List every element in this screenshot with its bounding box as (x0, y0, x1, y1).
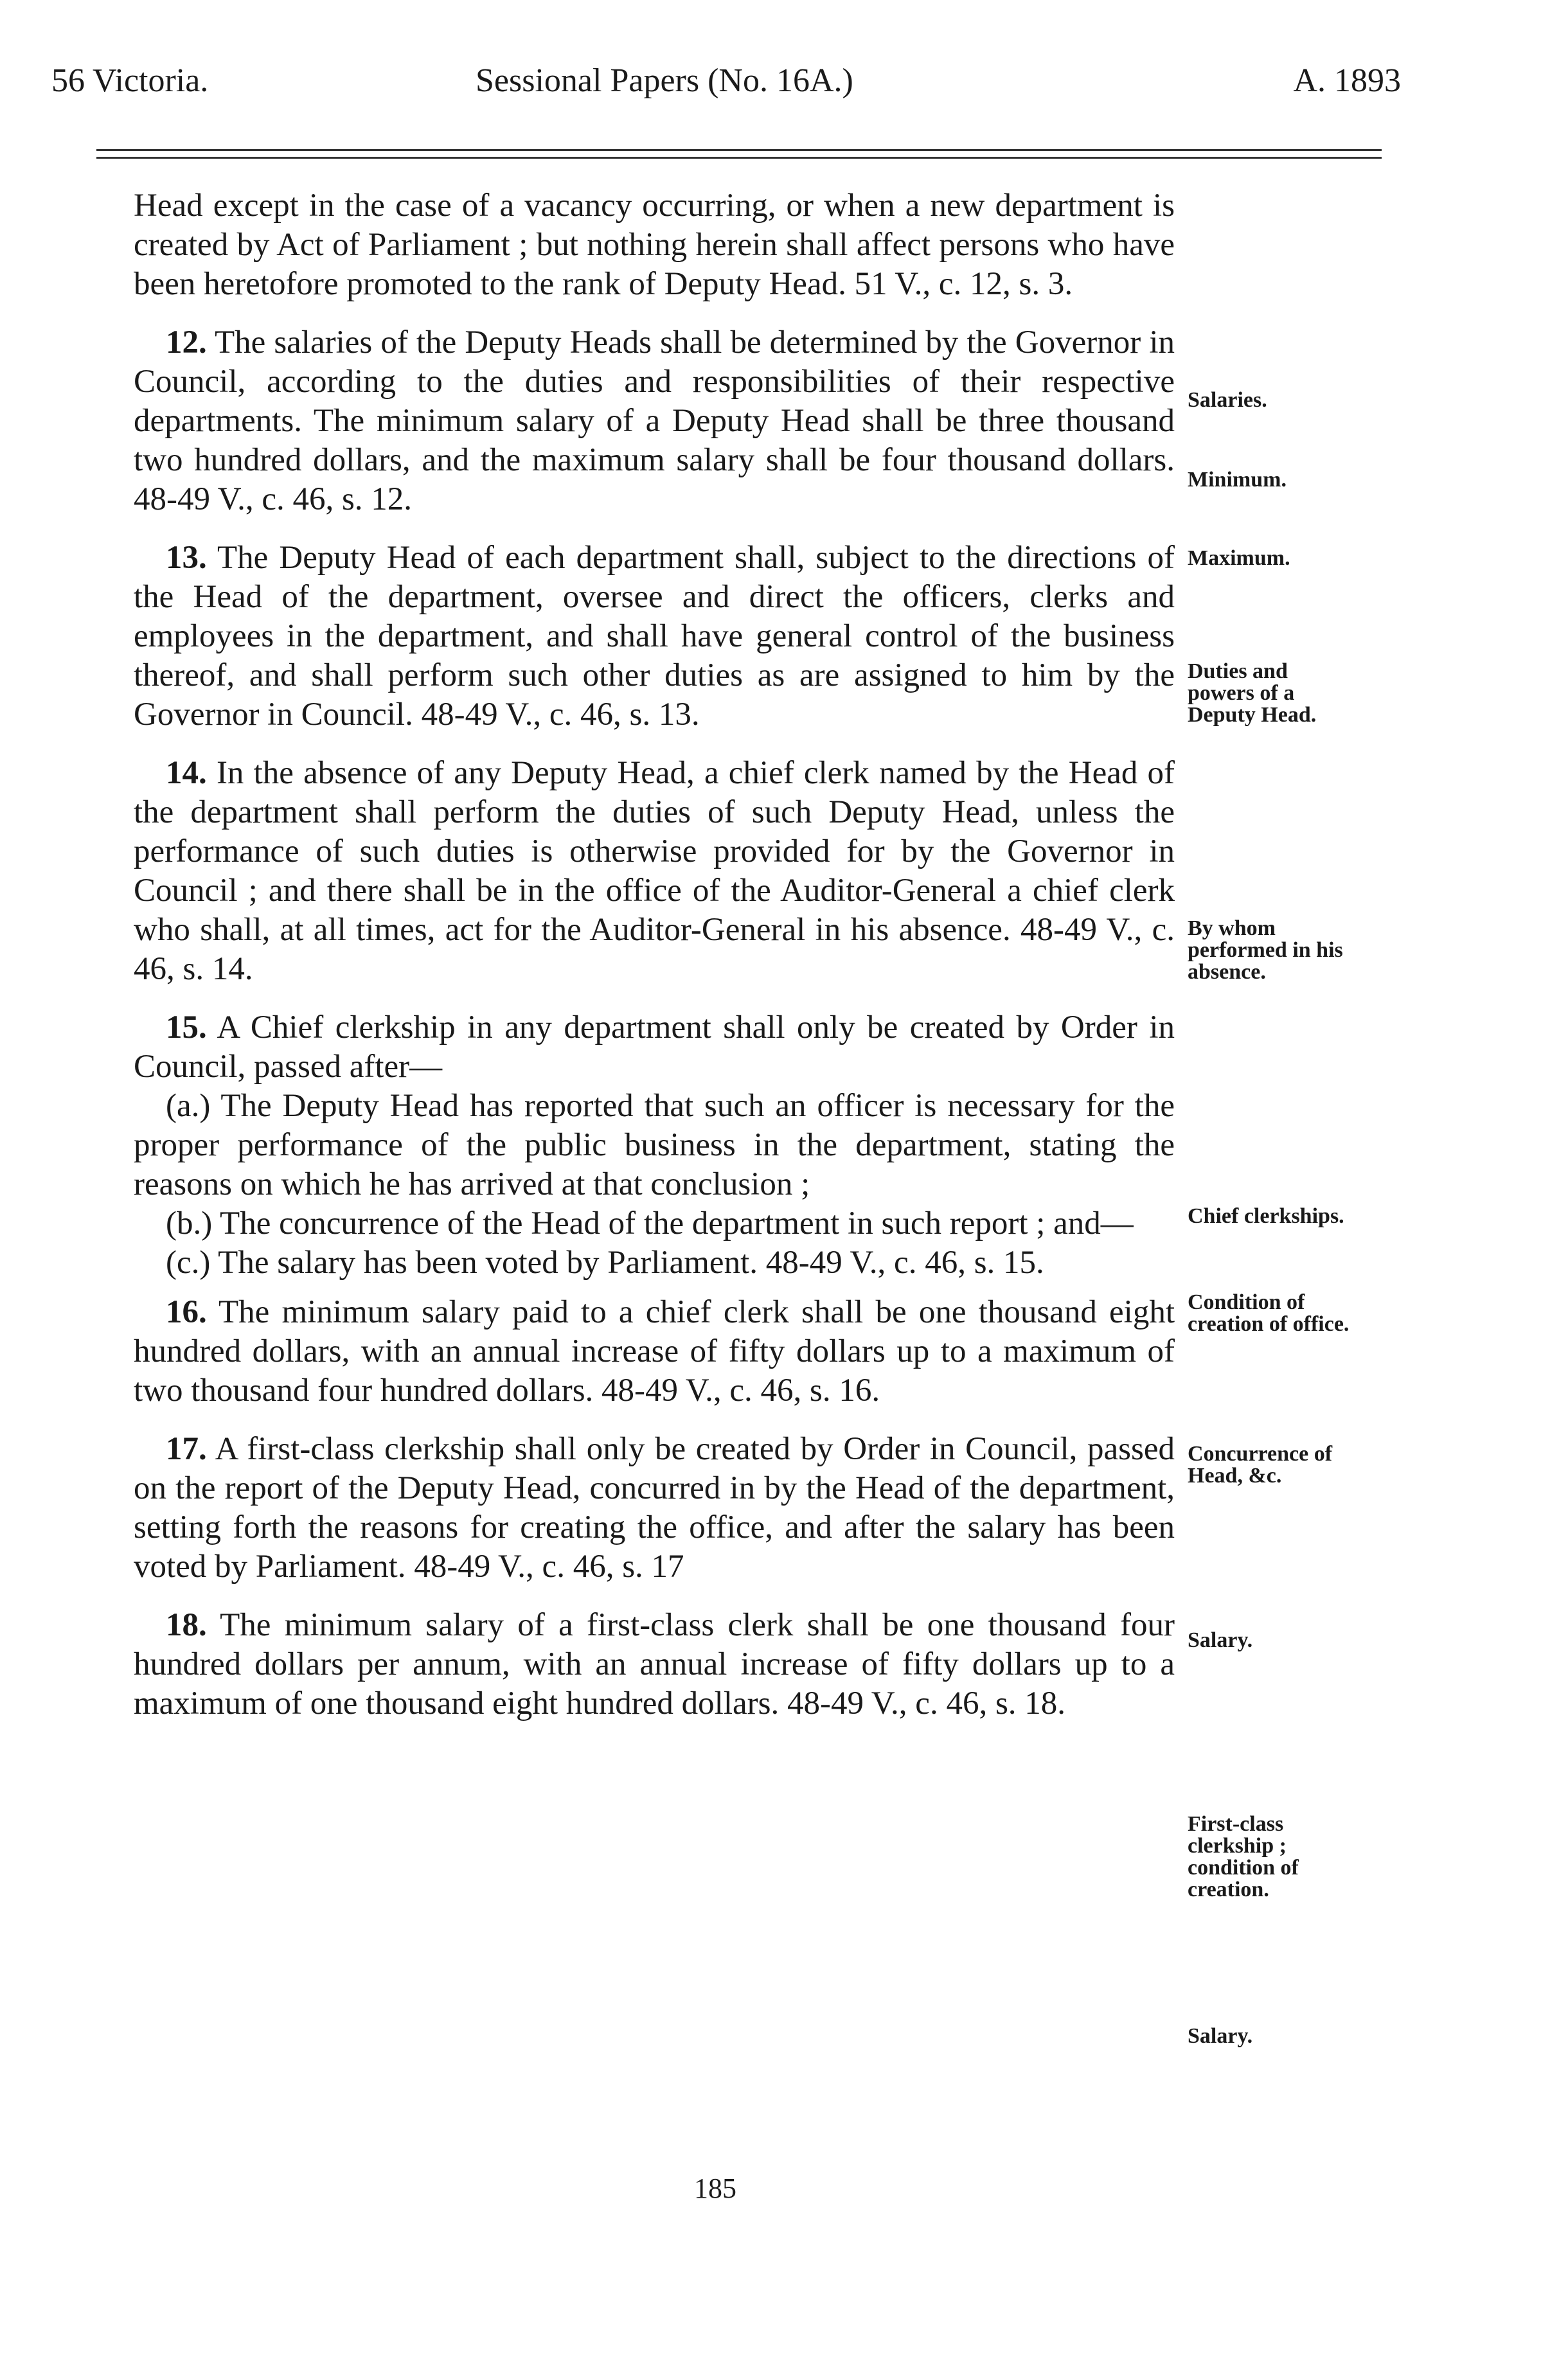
section-number: 18. (166, 1607, 207, 1643)
section-13 (134, 538, 1175, 734)
document-body (134, 186, 1175, 1723)
section-number: 16. (166, 1294, 207, 1330)
margin-note-absence: By whom performed in his absence. (1188, 916, 1343, 984)
header-title: Sessional Papers (No. 16A.) (476, 62, 853, 99)
margin-note-maximum: Maximum. (1188, 546, 1290, 570)
section-text: The Deputy Head of each department shall, subject to the directions of the Head of the department, oversee and direct the officers, clerks and employees in the department, and shall have general control of the business thereof, and shall perform such other duties as are assigned to him by the Governor in Council. 48-49 V., c. 46, s. 13. (134, 540, 1175, 733)
section-text: A first-class clerkship shall only be created by Order in Council, passed on the report of the Deputy Head, concurred in by the Head of the department, setting forth the reasons for creating the office, and after the salary has been voted by Parliament. 48-49 V., c. 46, s. 17 (134, 1431, 1175, 1585)
section-text: The minimum salary paid to a chief clerk shall be one thousand eight hundred dollars, with an annual increase of fifty dollars up to a maximum of two thousand four hundred dollars. 48-49 V., c. 46, s. 16. (134, 1294, 1175, 1409)
running-header (51, 62, 1401, 120)
margin-note-duties: Duties and powers of a Deputy Head. (1188, 659, 1317, 727)
page-number: 185 (694, 2173, 736, 2204)
section-18 (134, 1606, 1175, 1723)
section-number: 13. (166, 540, 207, 576)
margin-note-salaries: Salaries. (1188, 388, 1267, 412)
section-12 (134, 323, 1175, 519)
continued-paragraph: Head except in the case of a vacancy occurring, or when a new department is created by Act of Parliament ; but nothing herein shall affect persons who have been heretofore promoted to the rank of Deputy Head. 51 V., c. 12, s. 3. (134, 188, 1175, 302)
header-rule-bottom (96, 157, 1382, 159)
section-number: 15. (166, 1010, 207, 1045)
section-16 (134, 1293, 1175, 1410)
section-14 (134, 754, 1175, 989)
header-volume: 56 Victoria. (51, 62, 209, 99)
section-15-clause-c: (c.) The salary has been voted by Parliament. 48-49 V., c. 46, s. 15. (166, 1245, 1044, 1281)
header-rule-top (96, 149, 1382, 151)
section-17 (134, 1430, 1175, 1587)
margin-note-firstclass: First-class clerkship ; condition of creation. (1188, 1812, 1299, 1901)
section-number: 14. (166, 755, 207, 791)
section-number: 12. (166, 325, 207, 360)
margin-note-condition: Condition of creation of office. (1188, 1290, 1350, 1336)
section-number: 17. (166, 1431, 207, 1467)
section-15 (134, 1008, 1175, 1087)
section-text: The salaries of the Deputy Heads shall be determined by the Governor in Council, according to the duties and responsibilities of their respective departments. The minimum salary of a Deputy Head shall be three thousand two hundred dollars, and the maximum salary shall be four thousand dollars. 48-49 V., c. 46, s. 12. (134, 325, 1175, 517)
margin-note-concurrence: Concurrence of Head, &c. (1188, 1442, 1333, 1488)
margin-note-minimum: Minimum. (1188, 468, 1287, 492)
header-year: A. 1893 (1293, 62, 1401, 99)
section-15-clause-a: (a.) The Deputy Head has reported that such an officer is necessary for the proper performance of the public business in the department, stating the reasons on which he has arrived at that conclusion ; (134, 1088, 1175, 1202)
section-text: In the absence of any Deputy Head, a chief clerk named by the Head of the department shall perform the duties of such Deputy Head, unless the performance of such duties is otherwise provided for by the Governor in Council ; and there shall be in the office of the Auditor-General a chief clerk who shall, at all times, act for the Auditor-General in his absence. 48-49 V., c. 46, s. 14. (134, 755, 1175, 987)
margin-note-salary-16: Salary. (1188, 1628, 1253, 1652)
section-text: The minimum salary of a first-class clerk shall be one thousand four hundred dollars per annum, with an annual increase of fifty dollars up to a maximum of one thousand eight hundred dollars. 48-49 V., c. 46, s. 18. (134, 1607, 1175, 1721)
section-text: A Chief clerkship in any department shall only be created by Order in Council, passed after— (134, 1010, 1175, 1085)
section-15-clause-b: (b.) The concurrence of the Head of the department in such report ; and— (166, 1205, 1134, 1241)
margin-note-chief: Chief clerkships. (1188, 1204, 1344, 1228)
margin-note-salary-18: Salary. (1188, 2024, 1253, 2048)
